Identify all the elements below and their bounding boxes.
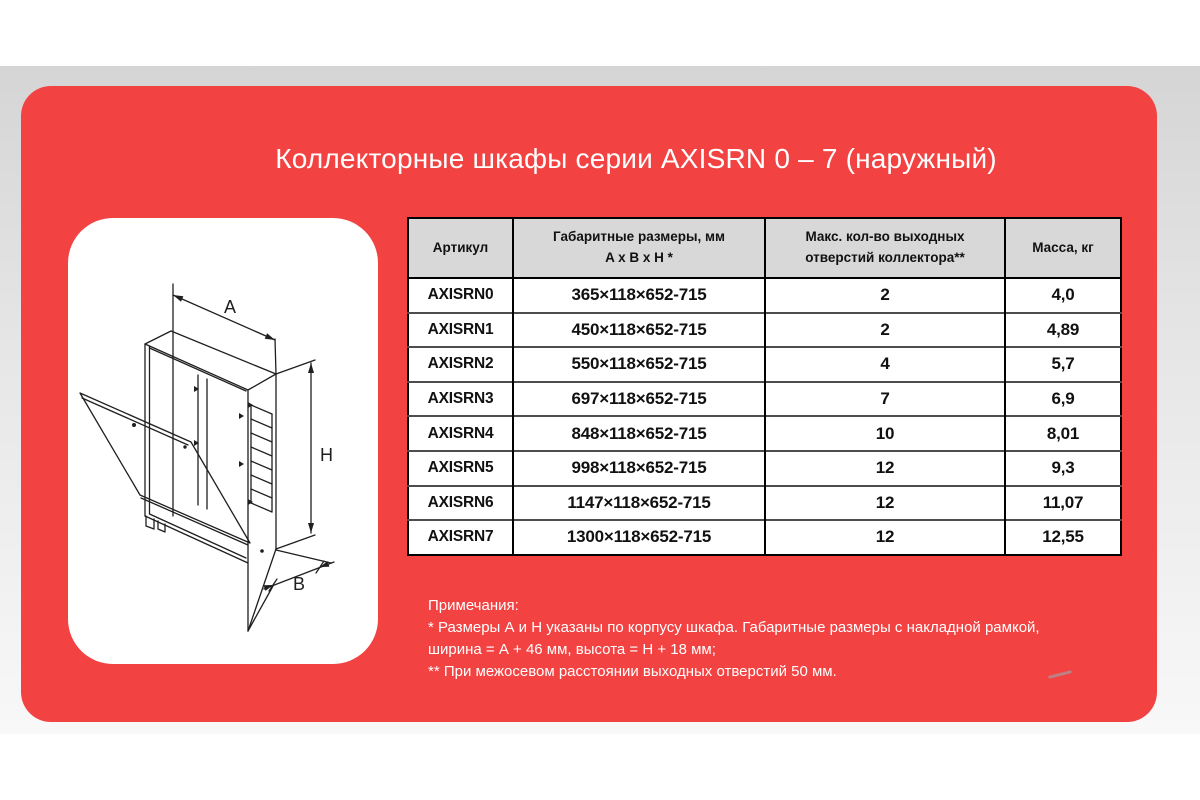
cell-article: AXISRN7	[408, 520, 513, 555]
cell-mass: 12,55	[1005, 520, 1121, 555]
cell-dimensions: 550×118×652-715	[513, 347, 765, 382]
cell-article: AXISRN6	[408, 486, 513, 521]
open-door	[80, 393, 250, 545]
col-header-mass: Масса, кг	[1005, 218, 1121, 278]
dim-b-label: B	[292, 574, 306, 594]
notes-line-2: ширина = А + 46 мм, высота = Н + 18 мм;	[428, 641, 716, 658]
cell-mass: 8,01	[1005, 416, 1121, 451]
col-header-dimensions-line2: A x B x H *	[605, 250, 673, 265]
table-row	[408, 416, 1121, 451]
notes-block	[428, 595, 1108, 683]
cell-outlets: 2	[765, 278, 1005, 313]
cell-dimensions: 998×118×652-715	[513, 451, 765, 486]
col-header-outlets	[765, 218, 1005, 278]
col-header-outlets-text: Макс. кол-во выходных отверстий коллектора**	[805, 229, 965, 265]
cabinet-drawing-panel	[68, 218, 378, 664]
notes-line-1: * Размеры А и Н указаны по корпусу шкафа. Габаритные размеры с накладной рамкой,	[428, 619, 1040, 636]
cabinet-body	[145, 331, 276, 631]
col-header-dimensions-line1: Габаритные размеры, мм	[553, 229, 725, 245]
table-header-row	[408, 218, 1121, 278]
cell-outlets: 12	[765, 451, 1005, 486]
cell-outlets: 12	[765, 486, 1005, 521]
cell-dimensions: 848×118×652-715	[513, 416, 765, 451]
table-row	[408, 451, 1121, 486]
page-title: Коллекторные шкафы серии AXISRN 0 – 7 (наружный)	[275, 143, 997, 174]
table-row	[408, 278, 1121, 313]
cell-dimensions: 1300×118×652-715	[513, 520, 765, 555]
cell-article: AXISRN0	[408, 278, 513, 313]
dim-a-label: A	[223, 297, 237, 317]
cell-outlets: 12	[765, 520, 1005, 555]
table-row	[408, 486, 1121, 521]
col-header-dimensions	[513, 218, 765, 278]
table-row	[408, 382, 1121, 417]
cell-outlets: 10	[765, 416, 1005, 451]
cell-dimensions: 697×118×652-715	[513, 382, 765, 417]
cell-article: AXISRN2	[408, 347, 513, 382]
col-header-article: Артикул	[408, 218, 513, 278]
spec-table	[407, 217, 1122, 556]
cell-mass: 11,07	[1005, 486, 1121, 521]
cell-dimensions: 1147×118×652-715	[513, 486, 765, 521]
cell-article: AXISRN1	[408, 313, 513, 348]
table-row	[408, 347, 1121, 382]
table-row	[408, 313, 1121, 348]
cell-dimensions: 450×118×652-715	[513, 313, 765, 348]
cabinet-diagram	[68, 218, 378, 664]
cell-mass: 9,3	[1005, 451, 1121, 486]
notes-line-3: ** При межосевом расстоянии выходных отверстий 50 мм.	[428, 663, 837, 680]
cell-mass: 6,9	[1005, 382, 1121, 417]
cell-article: AXISRN5	[408, 451, 513, 486]
red-slide-card	[21, 86, 1157, 722]
cell-mass: 4,0	[1005, 278, 1121, 313]
cell-article: AXISRN3	[408, 382, 513, 417]
cell-article: AXISRN4	[408, 416, 513, 451]
dim-h-label: H	[320, 445, 333, 465]
cell-outlets: 7	[765, 382, 1005, 417]
cell-outlets: 4	[765, 347, 1005, 382]
cell-dimensions: 365×118×652-715	[513, 278, 765, 313]
cell-outlets: 2	[765, 313, 1005, 348]
dimension-b	[248, 550, 334, 631]
collector-rail	[248, 402, 272, 512]
dimension-h	[276, 360, 315, 549]
cell-mass: 5,7	[1005, 347, 1121, 382]
notes-heading: Примечания:	[428, 597, 519, 614]
cell-mass: 4,89	[1005, 313, 1121, 348]
table-row	[408, 520, 1121, 555]
